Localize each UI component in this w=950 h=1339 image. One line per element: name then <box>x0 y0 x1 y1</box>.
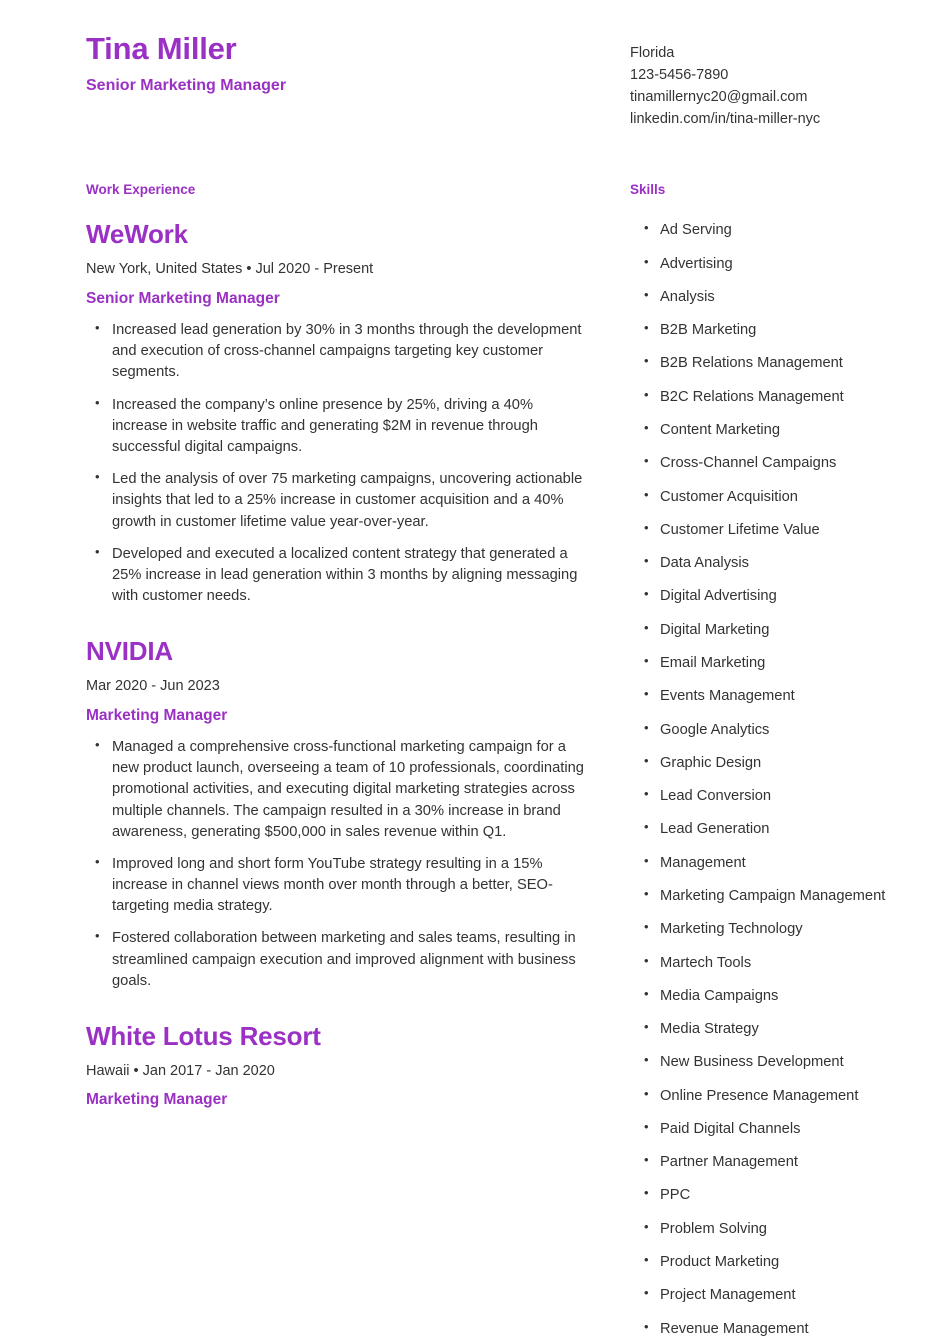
skill-item: • Graphic Design <box>630 753 950 773</box>
skill-item: • Media Campaigns <box>630 986 950 1006</box>
skill-item: • New Business Development <box>630 1052 950 1072</box>
header-spacer <box>86 130 906 182</box>
job-role: Senior Marketing Manager <box>86 289 280 307</box>
skill-item: • Media Strategy <box>630 1019 950 1039</box>
contact-phone[interactable]: 123-5456-7890 <box>630 67 729 84</box>
skill-item: • Marketing Campaign Management <box>630 886 950 906</box>
job-bullet: • Increased lead generation by 30% in 3 months through the development and execution of cross-channel campaigns targeting key customer segments. <box>86 320 586 384</box>
skill-item: • Product Marketing <box>630 1252 950 1272</box>
job-entry <box>86 220 586 607</box>
candidate-headline: Senior Marketing Manager <box>86 77 287 95</box>
contact-linkedin[interactable]: linkedin.com/in/tina-miller-nyc <box>630 111 821 128</box>
skill-item: • B2C Relations Management <box>630 387 950 407</box>
job-bullet: • Led the analysis of over 75 marketing campaigns, uncovering actionable insights that led to a 25% increase in customer acquisition and a 40% growth in customer lifetime value year-over-year. <box>86 469 586 533</box>
skill-item: • Problem Solving <box>630 1219 950 1239</box>
contact-email[interactable]: tinamillernyc20@gmail.com <box>630 89 808 106</box>
skill-item: • PPC <box>630 1185 950 1205</box>
skill-item: • Events Management <box>630 686 950 706</box>
skill-item: • Data Analysis <box>630 553 950 573</box>
skill-item: • Marketing Technology <box>630 919 950 939</box>
job-company: NVIDIA <box>86 636 173 667</box>
job-entry <box>86 1022 586 1110</box>
skill-item: • Project Management <box>630 1285 950 1305</box>
job-bullet: • Improved long and short form YouTube strategy resulting in a 15% increase in channel views month over month through a better, SEO-targeting media strategy. <box>86 854 586 918</box>
job-bullet: • Increased the company’s online presence by 25%, driving a 40% increase in website traffic and generating $2M in revenue through successful digital campaigns. <box>86 395 586 459</box>
skill-item: • Lead Generation <box>630 819 950 839</box>
job-meta: New York, United States • Jul 2020 - Present <box>86 261 374 278</box>
job-entry <box>86 637 586 992</box>
skills-section <box>630 182 950 1339</box>
skill-item: • Lead Conversion <box>630 786 950 806</box>
body-row <box>86 182 906 1339</box>
skill-item: • B2B Relations Management <box>630 353 950 373</box>
job-company: WeWork <box>86 219 188 250</box>
skill-item: • Digital Marketing <box>630 620 950 640</box>
skill-item: • Online Presence Management <box>630 1086 950 1106</box>
header-row <box>86 32 906 130</box>
skill-item: • Management <box>630 853 950 873</box>
skill-item: • Digital Advertising <box>630 586 950 606</box>
job-bullet-list <box>86 737 586 992</box>
skill-item: • Cross-Channel Campaigns <box>630 453 950 473</box>
work-experience-heading: Work Experience <box>86 182 196 198</box>
skills-list <box>630 220 950 1339</box>
skill-item: • Ad Serving <box>630 220 950 240</box>
skill-item: • Paid Digital Channels <box>630 1119 950 1139</box>
skill-item: • Email Marketing <box>630 653 950 673</box>
job-bullet: • Managed a comprehensive cross-functional marketing campaign for a new product launch, overseeing a team of 10 professionals, coordinating promotional activities, and executing digital marketing strategies across multiple channels. The campaign resulted in a 30% increase in brand awareness, generating $500,000 in sales revenue within Q1. <box>86 737 586 843</box>
job-bullet-list <box>86 320 586 607</box>
job-company: White Lotus Resort <box>86 1020 321 1051</box>
job-bullet: • Fostered collaboration between marketing and sales teams, resulting in streamlined campaign execution and improved alignment with business goals. <box>86 928 586 992</box>
skill-item: • Content Marketing <box>630 420 950 440</box>
contact-block <box>630 32 950 130</box>
skill-item: • Revenue Management <box>630 1319 950 1339</box>
skill-item: • Customer Lifetime Value <box>630 520 950 540</box>
contact-location: Florida <box>630 45 675 61</box>
work-experience-section <box>86 182 586 1122</box>
job-meta: Hawaii • Jan 2017 - Jan 2020 <box>86 1062 275 1079</box>
job-bullet: • Developed and executed a localized content strategy that generated a 25% increase in lead generation within 3 months by aligning messaging with customer needs. <box>86 544 586 608</box>
job-role: Marketing Manager <box>86 706 228 724</box>
skill-item: • B2B Marketing <box>630 320 950 340</box>
skill-item: • Analysis <box>630 287 950 307</box>
header-identity <box>86 32 586 95</box>
skill-item: • Customer Acquisition <box>630 487 950 507</box>
candidate-name: Tina Miller <box>86 31 237 66</box>
skill-item: • Advertising <box>630 254 950 274</box>
skills-heading: Skills <box>630 182 666 198</box>
skill-item: • Partner Management <box>630 1152 950 1172</box>
job-meta: Mar 2020 - Jun 2023 <box>86 678 220 695</box>
skill-item: • Google Analytics <box>630 720 950 740</box>
skill-item: • Martech Tools <box>630 953 950 973</box>
job-role: Marketing Manager <box>86 1091 228 1109</box>
